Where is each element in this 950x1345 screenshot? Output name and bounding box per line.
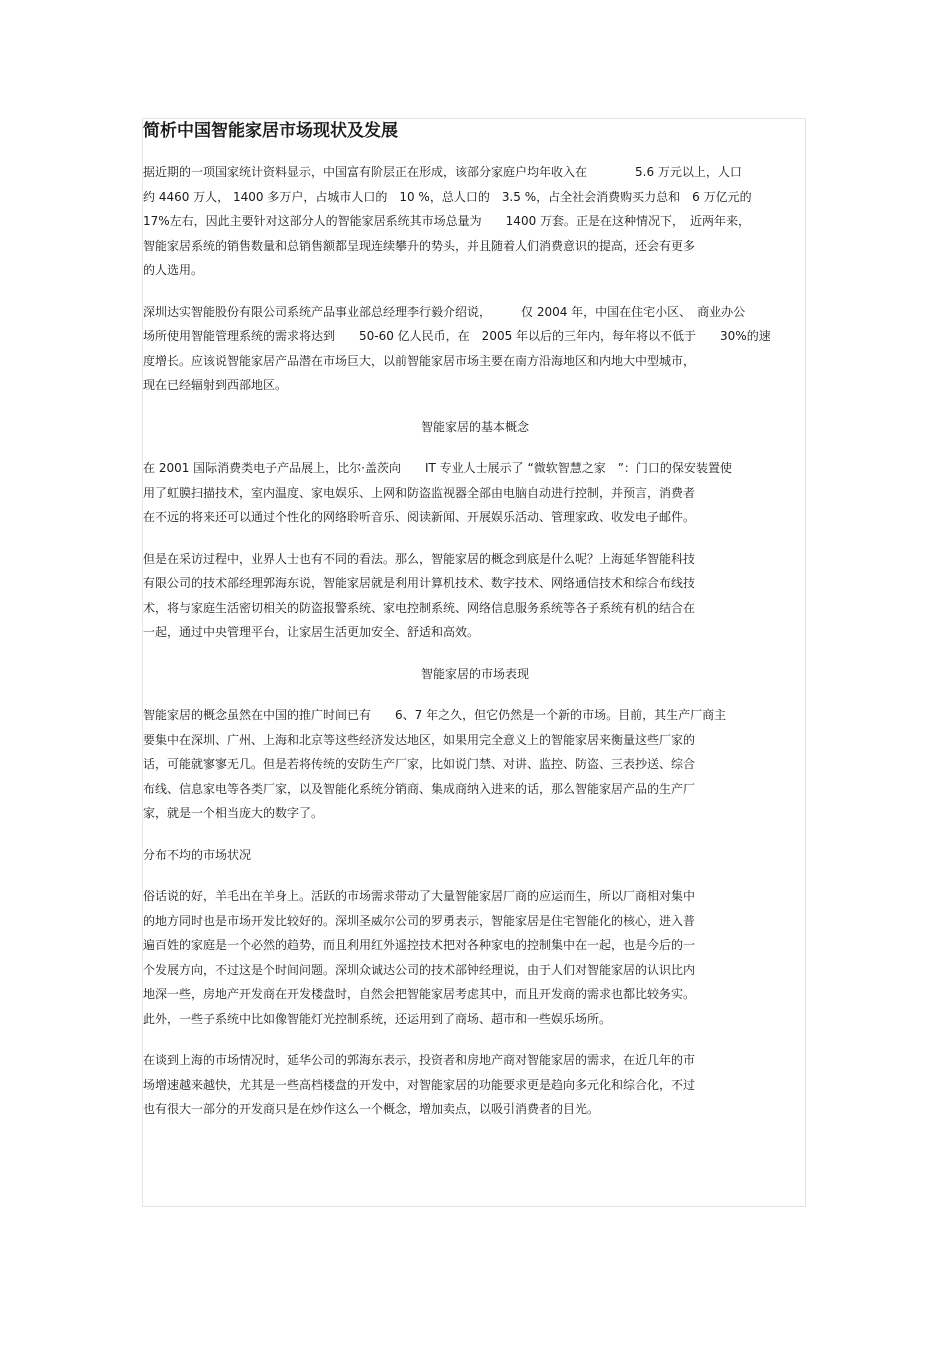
text-line: 现在已经辐射到西部地区。 bbox=[143, 378, 288, 392]
paragraph bbox=[143, 300, 807, 398]
text-line: 个发展方向，不过这是个时间问题。深圳众诚达公司的技术部钟经理说，由于人们对智能家居的认识比内 bbox=[143, 962, 696, 977]
text-line: 但是在采访过程中，业界人士也有不同的看法。那么，智能家居的概念到底是什么呢？上海延华智能科技 bbox=[143, 551, 696, 566]
paragraph bbox=[143, 884, 807, 1031]
text-line: 也有很大一部分的开发商只是在炒作这么一个概念，增加卖点，以吸引消费者的目光。 bbox=[143, 1102, 600, 1116]
paragraph bbox=[143, 456, 807, 530]
text-line: 智能家居的市场表现 bbox=[420, 666, 529, 681]
text-line: 术，将与家庭生活密切相关的防盗报警系统、家电控制系统、网络信息服务系统等各子系统有机的结合在 bbox=[143, 600, 696, 615]
paragraph bbox=[143, 703, 807, 826]
text-line: 此外，一些子系统中比如像智能灯光控制系统，还运用到了商场、超市和一些娱乐场所。 bbox=[143, 1011, 612, 1026]
text-line: 智能家居的基本概念 bbox=[420, 419, 529, 434]
paragraph bbox=[143, 160, 807, 283]
text-line: 有限公司的技术部经理郭海东说，智能家居就是利用计算机技术、数字技术、网络通信技术和综合布线技 bbox=[143, 576, 696, 590]
paragraph bbox=[143, 1048, 807, 1122]
document-title: 简析中国智能家居市场现状及发展 bbox=[143, 121, 398, 141]
paragraph bbox=[143, 547, 807, 645]
text-line: 在谈到上海的市场情况时，延华公司的郭海东表示，投资者和房地产商对智能家居的需求，在近几年的市 bbox=[143, 1053, 696, 1067]
section-heading bbox=[143, 662, 807, 687]
text-line: 智能家居系统的销售数量和总销售额都呈现连续攀升的势头，并且随着人们消费意识的提高，还会有更多 bbox=[143, 238, 696, 253]
text-line: 智能家居的概念虽然在中国的推广时间已有 6、7 年之久，但它仍然是一个新的市场。目前，其生产厂商主 bbox=[143, 708, 727, 722]
paragraph bbox=[143, 843, 807, 868]
text-line: 据近期的一项国家统计资料显示，中国富有阶层正在形成，该部分家庭户均年收入在 5.6 万元以上，人口 bbox=[143, 165, 742, 179]
text-line: 俗话说的好，羊毛出在羊身上。活跃的市场需求带动了大量智能家居厂商的应运而生，所以厂商相对集中 bbox=[143, 889, 696, 903]
text-line: 布线、信息家电等各类厂家，以及智能化系统分销商、集成商纳入进来的话，那么智能家居产品的生产厂 bbox=[143, 781, 696, 796]
text-line: 场增速越来越快，尤其是一些高档楼盘的开发中，对智能家居的功能要求更是趋向多元化和综合化，不过 bbox=[143, 1077, 696, 1092]
paragraph-list bbox=[143, 160, 807, 1122]
text-line: 场所使用智能管理系统的需求将达到 50-60 亿人民币，在 2005 年以后的三年内，每年将以不低于 30%的速 bbox=[143, 329, 771, 343]
text-line: 一起，通过中央管理平台，让家居生活更加安全、舒适和高效。 bbox=[143, 625, 480, 639]
document-body bbox=[143, 120, 807, 1122]
text-line: 遍百姓的家庭是一个必然的趋势，而且利用红外遥控技术把对各种家电的控制集中在一起，也是今后的一 bbox=[143, 938, 696, 952]
text-line: 17%左右，因此主要针对这部分人的智能家居系统其市场总量为 1400 万套。正是在这种情况下， 近两年来， bbox=[143, 214, 751, 228]
text-line: 在 2001 国际消费类电子产品展上，比尔·盖茨向 IT 专业人士展示了 “微软智慧之家 ”：门口的保安装置使 bbox=[143, 461, 732, 475]
text-line: 度增长。应该说智能家居产品潜在市场巨大，以前智能家居市场主要在南方沿海地区和内地大中型城市， bbox=[143, 353, 696, 368]
text-line: 深圳达实智能股份有限公司系统产品事业部总经理李行毅介绍说， 仅 2004 年，中国在住宅小区、 商业办公 bbox=[143, 304, 746, 319]
text-line: 要集中在深圳、广州、上海和北京等这些经济发达地区，如果用完全意义上的智能家居来衡量这些厂家的 bbox=[143, 732, 696, 747]
text-line: 的人选用。 bbox=[143, 263, 204, 277]
text-line: 的地方同时也是市场开发比较好的。深圳圣威尔公司的罗勇表示，智能家居是住宅智能化的核心，进入普 bbox=[143, 913, 696, 928]
text-line: 话，可能就寥寥无几。但是若将传统的安防生产厂家，比如说门禁、对讲、监控、防盗、三表抄送、综合 bbox=[143, 757, 696, 771]
section-heading bbox=[143, 415, 807, 440]
text-line: 家，就是一个相当庞大的数字了。 bbox=[143, 806, 324, 820]
text-line: 约 4460 万人， 1400 多万户，占城市人口的 10 %，总人口的 3.5 %，占全社会消费购买力总和 6 万亿元的 bbox=[143, 189, 752, 204]
text-line: 分布不均的市场状况 bbox=[143, 847, 252, 862]
text-line: 在不远的将来还可以通过个性化的网络聆听音乐、阅读新闻、开展娱乐活动、管理家政、收发电子邮件。 bbox=[143, 510, 696, 524]
text-line: 地深一些，房地产开发商在开发楼盘时，自然会把智能家居考虑其中，而且开发商的需求也都比较务实。 bbox=[143, 987, 696, 1001]
text-line: 用了虹膜扫描技术，室内温度、家电娱乐、上网和防盗监视器全部由电脑自动进行控制，并预言，消费者 bbox=[143, 485, 696, 500]
